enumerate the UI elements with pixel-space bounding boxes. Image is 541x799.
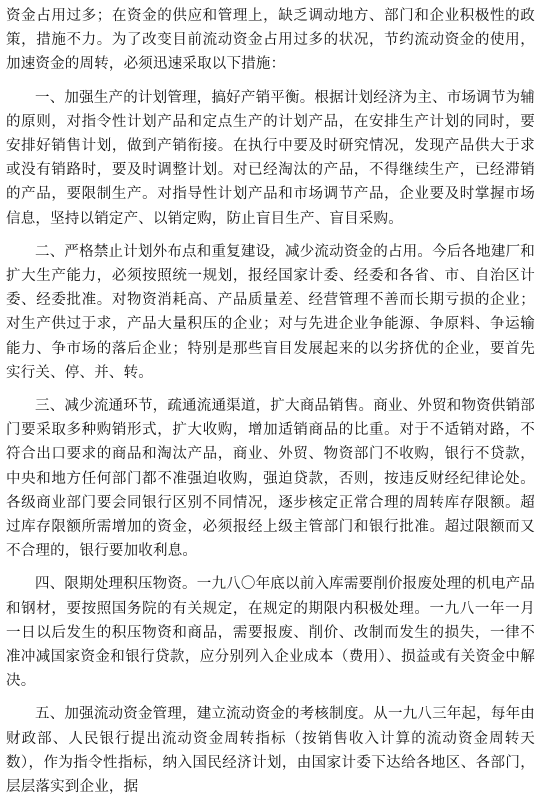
paragraph-measure-5: 五、加强流动资金管理，建立流动资金的考核制度。从一九八三年起，每年由财政部、人民银行提出流动资金周转指标（按销售收入计算的流动资金周转天数），作为指令性指标，纳入国民经济计划，由国家计委下达给各地区、各部门，层层落实到企业，据 [6, 706, 535, 796]
paragraph-intro: 资金占用过多；在资金的供应和管理上，缺乏调动地方、部门和企业积极性的政策，措施不力。为了改变目前流动资金占用过多的状况，节约流动资金的使用，加速资金的周转，必须迅速采取以下措施： [6, 8, 535, 73]
paragraph-measure-4: 四、限期处理积压物资。一九八〇年底以前入库需要削价报废处理的机电产品和钢材，要按照国务院的有关规定，在规定的期限内积极处理。一九八一年一月一日以后发生的积压物资和商品，需要报废、削价、改制而发生的损失，一律不准冲减国家资金和银行贷款，应分别列入企业成本（费用）、损益或有关资金中解决。 [6, 576, 535, 690]
paragraph-measure-3: 三、减少流通环节，疏通流通渠道，扩大商品销售。商业、外贸和物资供销部门要采取多种购销形式，扩大收购，增加适销商品的比重。对于不适销对路，不符合出口要求的商品和淘汰产品，商业、外贸、物资部门不收购，银行不贷款，中央和地方任何部门都不准强迫收购，强迫贷款，否则，按违反财经纪律论处。各级商业部门要会同银行区别不同情况，逐步核定正常合理的周转库存限额。超过库存限额所需增加的资金，必须报经上级主管部门和银行批准。超过限额而又不合理的，银行要加收利息。 [6, 398, 535, 560]
paragraph-measure-2: 二、严格禁止计划外布点和重复建设，减少流动资金的占用。今后各地建厂和扩大生产能力，必须按照统一规划，报经国家计委、经委和各省、市、自治区计委、经委批准。对物资消耗高、产品质量差、经营管理不善而长期亏损的企业；对生产供过于求，产品大量积压的企业；对与先进企业争能源、争原料、争运输能力、争市场的落后企业；特别是那些盲目发展起来的以劣挤优的企业，要首先实行关、停、并、转。 [6, 243, 535, 381]
paragraph-measure-1: 一、加强生产的计划管理，搞好产销平衡。根据计划经济为主、市场调节为辅的原则，对指令性计划产品和定点生产的计划产品，在安排生产计划的同时，要安排好销售计划，做到产销衔接。在执行中要及时研究情况，发现产品供大于求或没有销路时，要及时调整计划。对已经淘汰的产品，不得继续生产，已经滞销的产品，要限制生产。对指导性计划产品和市场调节产品，企业要及时掌握市场信息，坚持以销定产、以销定购，防止盲目生产、盲目采购。 [6, 89, 535, 227]
